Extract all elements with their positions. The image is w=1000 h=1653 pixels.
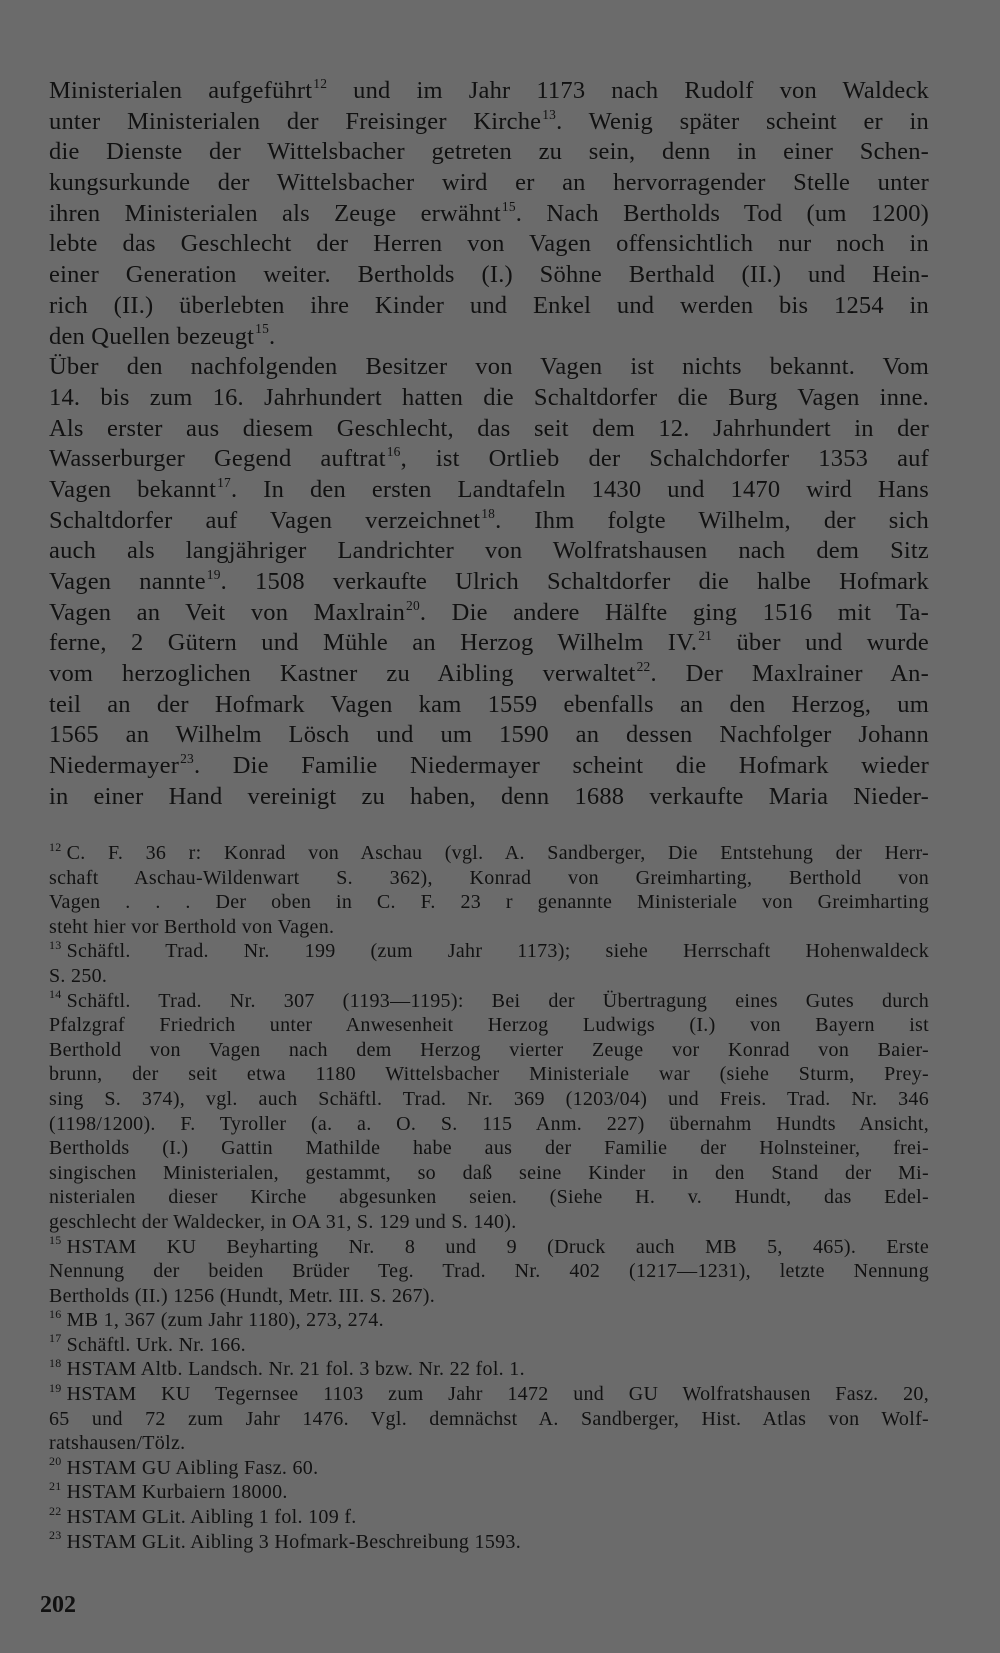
body-text <box>49 76 929 813</box>
body-text-segment: Als erster aus diesem Geschlecht, das seit dem 12. Jahrhundert in der <box>49 414 929 442</box>
footnote-number: 12 <box>49 839 62 854</box>
footnote-number: 23 <box>49 1528 62 1543</box>
body-text-segment: . Ihm folgte Wilhelm, der sich <box>495 506 929 534</box>
body-text-segment: einer Generation weiter. Bertholds (I.) Söhne Berthald (II.) und Hein- <box>49 261 929 289</box>
footnote-line <box>49 1062 929 1087</box>
footnote-line <box>49 964 929 989</box>
footnote-text: Bertholds (II.) 1256 (Hundt, Metr. III. S. 267). <box>49 1284 436 1307</box>
footnote-number: 16 <box>49 1306 62 1321</box>
body-line <box>49 598 929 629</box>
footnote-line <box>49 989 929 1014</box>
body-text-segment: , ist Ortlieb der Schalchdorfer 1353 auf <box>400 445 929 473</box>
body-line <box>49 352 929 383</box>
footnote-line <box>49 1333 929 1358</box>
body-line <box>49 782 929 813</box>
footnote-reference: 19 <box>206 566 221 582</box>
footnote-number: 20 <box>49 1454 62 1469</box>
footnote-line <box>49 1136 929 1161</box>
body-line <box>49 168 929 199</box>
body-text-segment: und im Jahr 1173 nach Rudolf von Waldeck <box>327 77 929 104</box>
footnote-text: brunn, der seit etwa 1180 Wittelsbacher Ministeriale war (siehe Sturm, Prey- <box>49 1063 929 1086</box>
document-page <box>49 75 930 1553</box>
body-line <box>49 291 929 322</box>
body-text-segment: 14. bis zum 16. Jahrhundert hatten die Schaltdorfer die Burg Vagen inne. <box>49 383 929 411</box>
footnote-reference: 20 <box>406 597 420 613</box>
body-text-segment: . 1508 verkaufte Ulrich Schaltdorfer die halbe Hofmark <box>220 568 929 595</box>
footnote-text: singischen Ministerialen, gestammt, so daß seine Kinder in den Stand der Mi- <box>49 1161 929 1184</box>
footnote-number: 13 <box>49 937 62 952</box>
body-text-segment: Niedermayer <box>49 752 180 780</box>
body-line <box>49 260 929 291</box>
body-line <box>49 475 929 506</box>
body-text-segment: 1565 an Wilhelm Lösch und um 1590 an dessen Nachfolger Johann <box>49 721 929 749</box>
footnote-text: (1198/1200). F. Tyroller (a. a. O. S. 115 Anm. 227) übernahm Hundts Ansicht, <box>49 1112 929 1135</box>
footnote-text: HSTAM KU Tegernsee 1103 zum Jahr 1472 und GU Wolfratshausen Fasz. 20, <box>66 1383 929 1406</box>
body-text-segment: rich (II.) überlebten ihre Kinder und Enkel und werden bis 1254 in <box>49 291 929 319</box>
footnote-line <box>49 1038 929 1063</box>
footnote-line <box>49 1161 929 1186</box>
footnote-number: 17 <box>49 1331 62 1346</box>
body-line <box>49 199 929 230</box>
footnote-reference: 15 <box>255 321 270 337</box>
footnote-text: 65 und 72 zum Jahr 1476. Vgl. demnächst A. Sandberger, Hist. Atlas von Wolf- <box>49 1407 929 1430</box>
footnote-line <box>49 1284 929 1309</box>
body-text-segment: kungsurkunde der Wittelsbacher wird er an hervorragender Stelle unter <box>49 169 929 197</box>
footnote-text: geschlecht der Waldecker, in OA 31, S. 129 und S. 140). <box>49 1210 517 1233</box>
footnote-text: nisterialen dieser Kirche abgesunken seien. (Siehe H. v. Hundt, das Edel- <box>49 1186 929 1209</box>
footnote-reference: 16 <box>386 444 401 460</box>
body-line <box>49 720 929 751</box>
footnote-line <box>49 915 929 940</box>
body-line <box>49 107 929 138</box>
footnote-text: Bertholds (I.) Gattin Mathilde habe aus der Familie der Holnsteiner, frei- <box>49 1137 929 1160</box>
body-text-segment: . In den ersten Landtafeln 1430 und 1470 wird Hans <box>230 475 929 503</box>
footnote-line <box>49 1112 929 1137</box>
footnote-text: HSTAM Altb. Landsch. Nr. 21 fol. 3 bzw. Nr. 22 fol. 1. <box>66 1358 525 1381</box>
footnote-text: Berthold von Vagen nach dem Herzog vierter Zeuge vor Konrad von Baier- <box>49 1038 929 1061</box>
page-number: 202 <box>40 1592 76 1618</box>
footnote-text: steht hier vor Berthold von Vagen. <box>49 915 335 938</box>
body-text-segment: lebte das Geschlecht der Herren von Vagen offensichtlich nur noch in <box>49 230 929 258</box>
body-line <box>49 690 929 721</box>
body-line <box>49 414 929 445</box>
footnote-reference: 15 <box>501 198 516 214</box>
footnote-number: 19 <box>49 1380 62 1395</box>
footnote-text: HSTAM GLit. Aibling 3 Hofmark-Beschreibung 1593. <box>66 1530 522 1553</box>
body-text-segment: . Die Familie Niedermayer scheint die Hofmark wieder <box>193 752 929 780</box>
footnote-text: HSTAM KU Beyharting Nr. 8 und 9 (Druck auch MB 5, 465). Erste <box>66 1235 929 1258</box>
body-line <box>49 383 929 414</box>
footnote-line <box>49 1530 929 1555</box>
body-text-segment: . Wenig später scheint er in <box>556 107 929 135</box>
footnote-number: 22 <box>49 1503 62 1518</box>
body-line <box>49 567 929 598</box>
footnote-line <box>49 841 929 866</box>
body-line <box>49 751 929 782</box>
body-text-segment: Vagen nannte <box>49 568 206 595</box>
footnote-text: Pfalzgraf Friedrich unter Anwesenheit Herzog Ludwigs (I.) von Bayern ist <box>49 1014 929 1037</box>
footnote-line <box>49 1087 929 1112</box>
body-text-segment: den Quellen bezeugt <box>49 322 255 350</box>
footnote-text: S. 250. <box>49 964 108 987</box>
footnote-text: ratshausen/Tölz. <box>49 1432 186 1455</box>
footnote-text: Nennung der beiden Brüder Teg. Trad. Nr. 402 (1217—1231), letzte Nennung <box>49 1260 929 1283</box>
footnote-text: C. F. 36 r: Konrad von Aschau (vgl. A. Sandberger, Die Entstehung der Herr- <box>66 842 929 864</box>
footnote-text: schaft Aschau-Wildenwart S. 362), Konrad von Greimharting, Berthold von <box>49 866 929 889</box>
footnote-line <box>49 1210 929 1235</box>
footnote-line <box>49 1308 929 1333</box>
footnote-line <box>49 1505 929 1530</box>
body-text-segment: unter Ministerialen der Freisinger Kirche <box>49 107 542 135</box>
body-text-segment: Über den nachfolgenden Besitzer von Vagen ist nichts bekannt. Vom <box>49 353 929 381</box>
footnote-text: sing S. 374), vgl. auch Schäftl. Trad. Nr. 369 (1203/04) und Freis. Trad. Nr. 346 <box>49 1087 929 1110</box>
body-text-segment: Vagen an Veit von Maxlrain <box>49 598 406 626</box>
body-text-segment: Wasserburger Gegend auftrat <box>49 445 386 473</box>
footnote-text: HSTAM Kurbaiern 18000. <box>66 1481 288 1504</box>
footnote-line <box>49 1407 929 1432</box>
body-text-segment: Vagen bekannt <box>49 475 217 503</box>
body-text-segment: . Der Maxlrainer An- <box>650 660 929 688</box>
footnote-number: 18 <box>49 1356 62 1371</box>
body-text-segment: teil an der Hofmark Vagen kam 1559 ebenfalls an den Herzog, um <box>49 690 929 718</box>
footnote-reference: 18 <box>481 505 496 521</box>
body-text-segment: ihren Ministerialen als Zeuge erwähnt <box>49 199 501 227</box>
body-text-segment: . Nach Bertholds Tod (um 1200) <box>515 199 929 227</box>
footnote-line <box>49 1431 929 1456</box>
footnote-number: 14 <box>49 987 62 1002</box>
body-text-segment: . Die andere Hälfte ging 1516 mit Ta- <box>419 598 929 626</box>
footnote-line <box>49 1259 929 1284</box>
body-text-segment: Schaltdorfer auf Vagen verzeichnet <box>49 506 481 534</box>
footnote-line <box>49 1357 929 1382</box>
footnote-line <box>49 1235 929 1260</box>
footnote-text: Schäftl. Urk. Nr. 166. <box>66 1333 246 1356</box>
body-text-segment: Ministerialen aufgeführt <box>49 77 313 104</box>
body-text-segment: in einer Hand vereinigt zu haben, denn 1688 verkaufte Maria Nieder- <box>49 782 929 810</box>
footnote-text: Schäftl. Trad. Nr. 307 (1193—1195): Bei der Übertragung eines Gutes durch <box>66 989 929 1012</box>
footnote-line <box>49 939 929 964</box>
footnote-text: HSTAM GLit. Aibling 1 fol. 109 f. <box>66 1506 357 1529</box>
footnote-line <box>49 1456 929 1481</box>
footnote-number: 15 <box>49 1233 62 1248</box>
footnote-text: HSTAM GU Aibling Fasz. 60. <box>66 1456 319 1479</box>
body-line <box>49 536 929 567</box>
body-line <box>49 76 929 107</box>
footnote-text: MB 1, 367 (zum Jahr 1180), 273, 274. <box>66 1309 384 1332</box>
footnote-line <box>49 1480 929 1505</box>
body-line <box>49 229 929 260</box>
footnote-line <box>49 866 929 891</box>
footnotes <box>49 841 929 1554</box>
footnote-reference: 21 <box>698 628 713 644</box>
footnote-line <box>49 1013 929 1038</box>
body-line <box>49 322 929 353</box>
footnote-text: Vagen . . . Der oben in C. F. 23 r genannte Ministeriale von Greimharting <box>49 891 929 914</box>
footnote-reference: 17 <box>217 474 231 490</box>
footnote-reference: 22 <box>636 658 651 674</box>
body-line <box>49 628 929 659</box>
body-text-segment: auch als langjähriger Landrichter von Wolfratshausen nach dem Sitz <box>49 537 929 565</box>
body-text-segment: . <box>269 322 276 350</box>
footnote-text: Schäftl. Trad. Nr. 199 (zum Jahr 1173); siehe Herrschaft Hohenwaldeck <box>66 940 929 963</box>
footnote-line <box>49 1382 929 1407</box>
body-line <box>49 506 929 537</box>
body-text-segment: über und wurde <box>712 629 930 657</box>
footnote-reference: 13 <box>542 106 557 122</box>
footnote-reference: 23 <box>180 751 194 767</box>
body-text-segment: vom herzoglichen Kastner zu Aibling verwaltet <box>49 660 636 688</box>
footnote-line <box>49 890 929 915</box>
body-line <box>49 659 929 690</box>
body-text-segment: ferne, 2 Gütern und Mühle an Herzog Wilhelm IV. <box>49 629 698 657</box>
footnote-reference: 12 <box>313 75 328 91</box>
body-line <box>49 444 929 475</box>
body-text-segment: die Dienste der Wittelsbacher getreten zu sein, denn in einer Schen- <box>49 138 929 166</box>
footnote-line <box>49 1185 929 1210</box>
body-line <box>49 137 929 168</box>
footnote-number: 21 <box>49 1479 62 1494</box>
